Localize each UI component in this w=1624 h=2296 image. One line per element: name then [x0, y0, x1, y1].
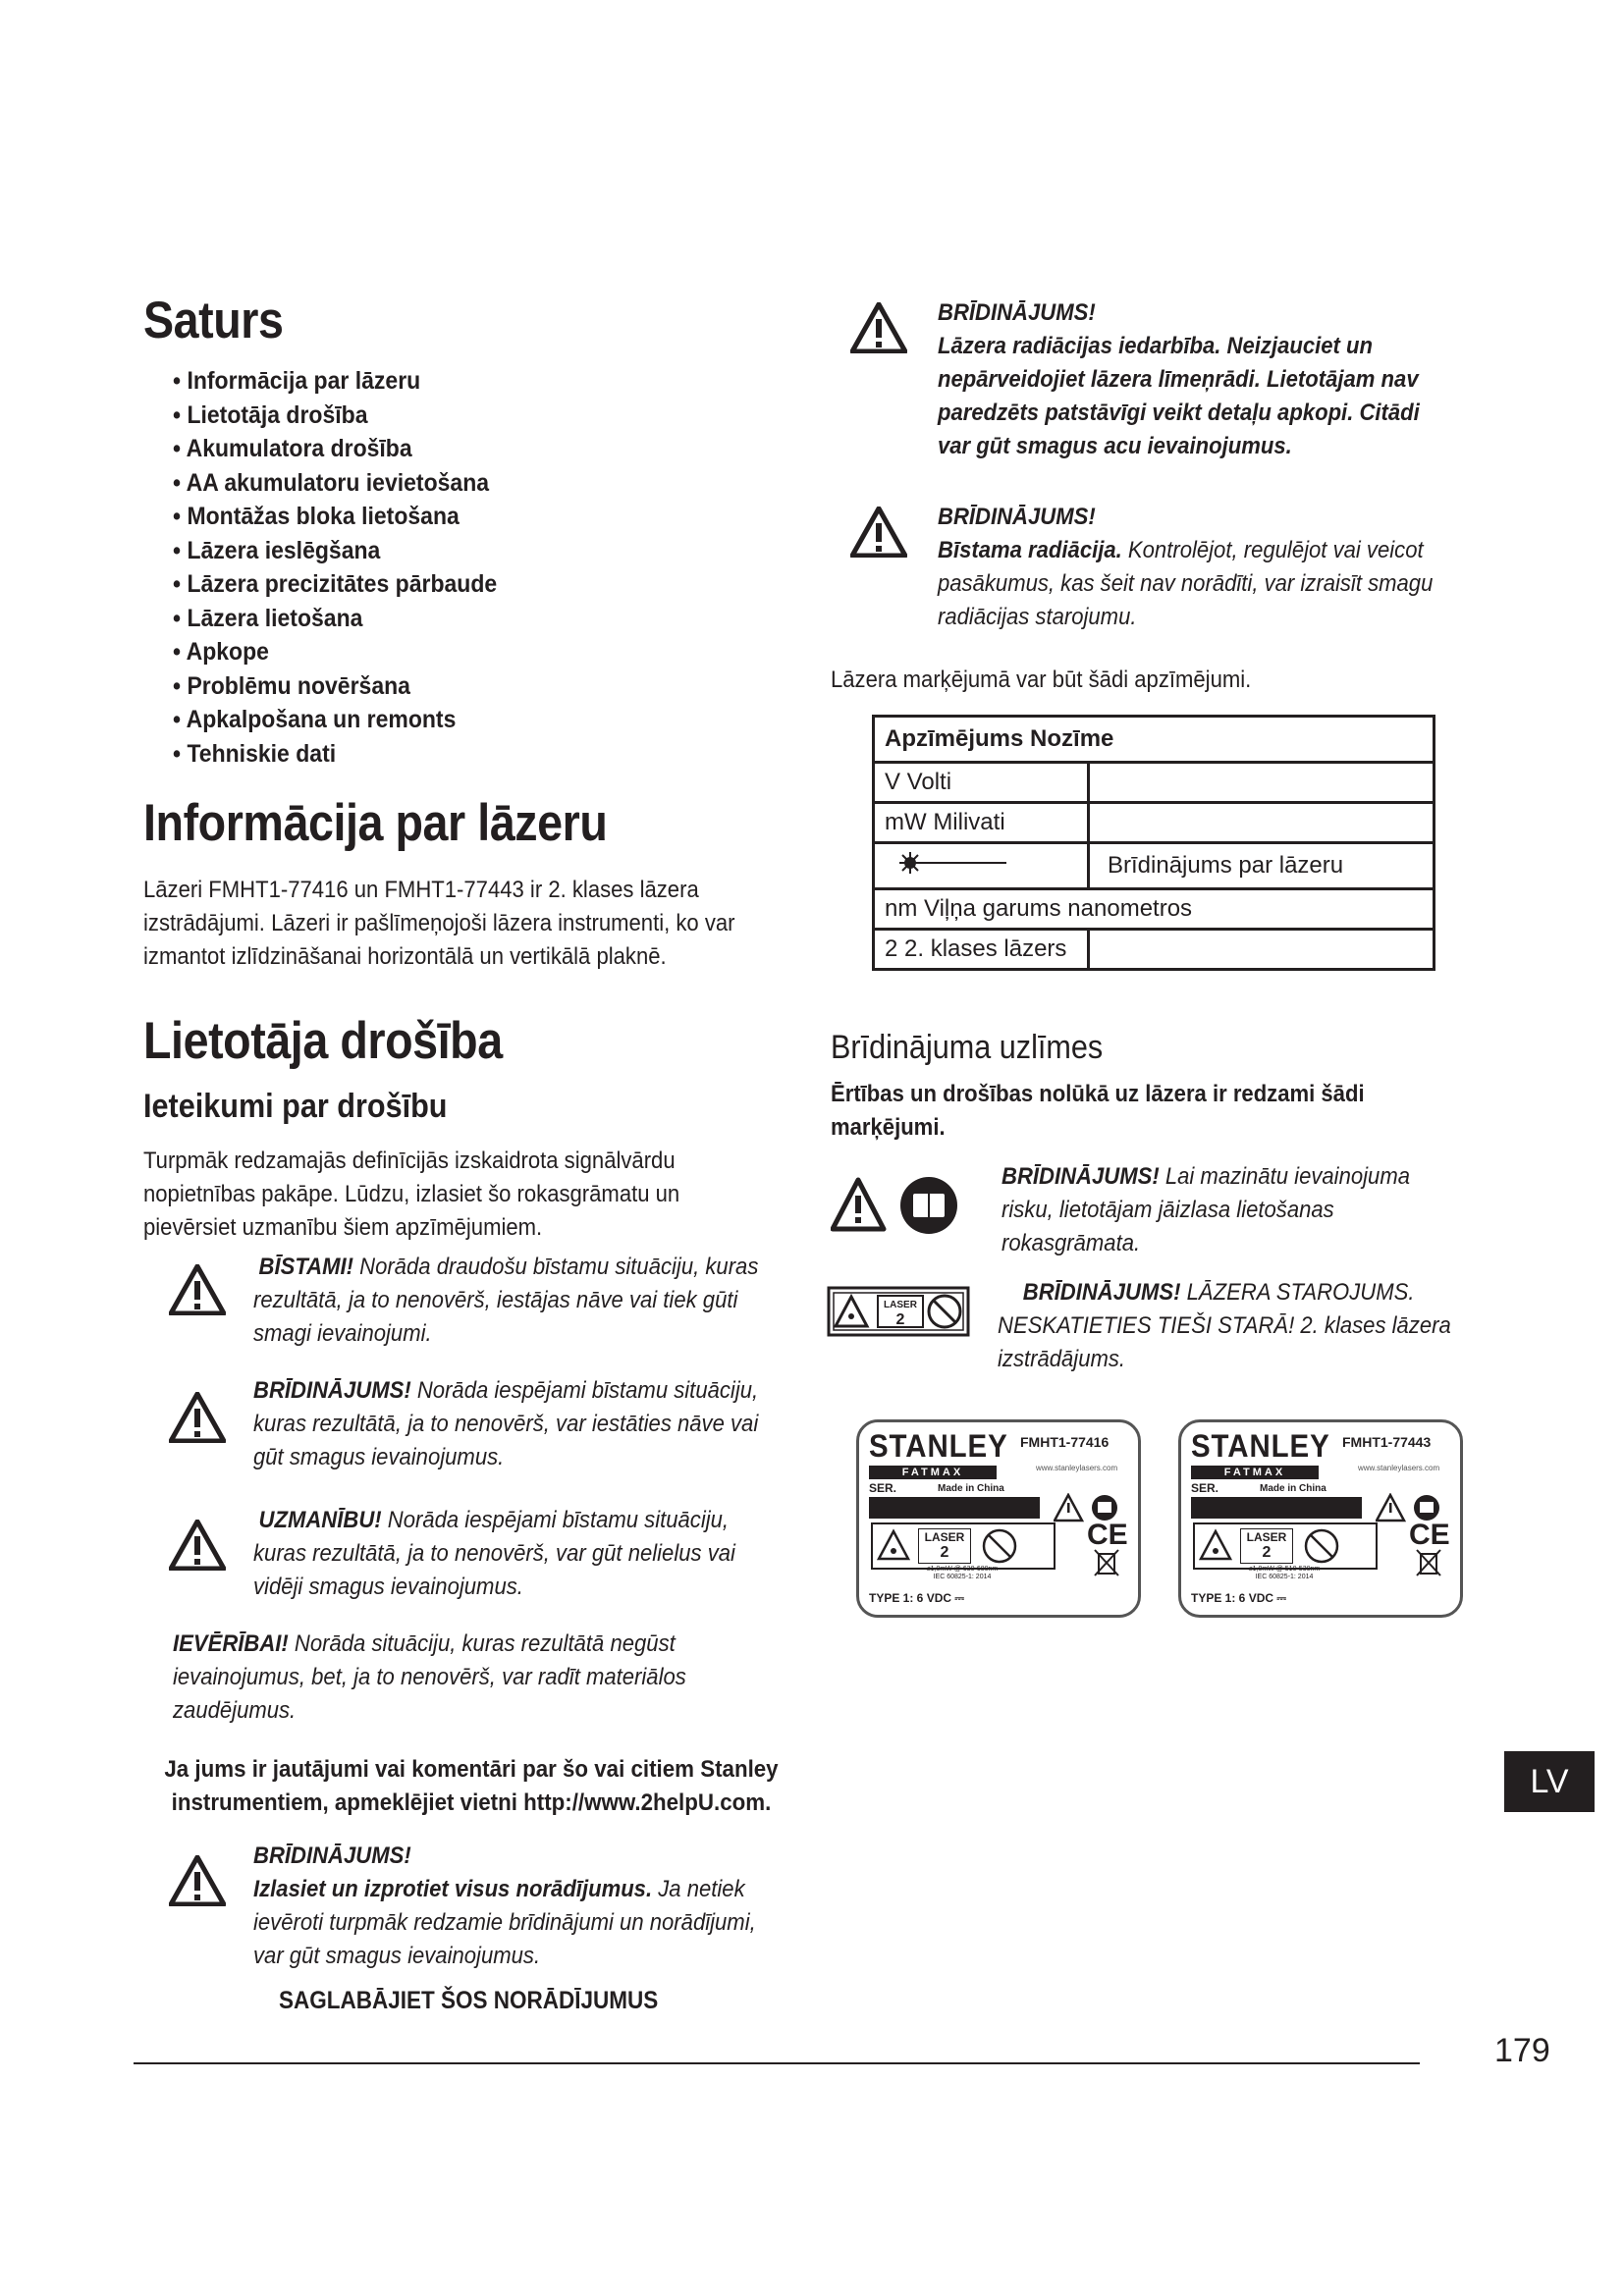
- weee-bin-icon: [1093, 1548, 1120, 1577]
- laser-exposure-warning: [938, 296, 1480, 463]
- laser-class-box: [1193, 1522, 1378, 1570]
- text-line: pievērsiet uzmanību šiem apzīmējumiem.: [143, 1214, 543, 1241]
- text-run: Norāda draudošu bīstamu situāciju, kuras: [353, 1254, 759, 1280]
- product-label: [856, 1419, 1141, 1618]
- toc-item[interactable]: • Problēmu novēršana: [173, 669, 570, 704]
- text-line: radiācijas starojumu.: [938, 604, 1137, 630]
- serial-label: SER.: [1191, 1481, 1219, 1495]
- website-text: www.stanleylasers.com: [1036, 1464, 1118, 1472]
- text-line: ievēroti turpmāk redzamie brīdinājumi un norādījumi,: [253, 1909, 756, 1936]
- table-row: [874, 803, 1435, 843]
- text-run: Bīstama radiācija.: [938, 537, 1122, 563]
- laser-class: 2: [1262, 1544, 1272, 1561]
- brand-logo: STANLEY: [1191, 1428, 1330, 1464]
- svg-text:2: 2: [895, 1311, 905, 1328]
- fatmax-bar: FATMAX: [1191, 1466, 1319, 1479]
- signal-word: BĪSTAMI!: [258, 1254, 354, 1280]
- text-line: risku, lietotājam jāizlasa lietošanas: [1001, 1197, 1334, 1223]
- signal-word: BRĪDINĀJUMS!: [938, 299, 1096, 326]
- text-line: izstrādājumi. Lāzeri ir pašlīmeņojoši lāzera instrumenti, ko var: [143, 910, 735, 936]
- table-header: Apzīmējums Nozīme: [874, 717, 1435, 763]
- toc-item[interactable]: • AA akumulatoru ievietošana: [173, 466, 570, 501]
- text-line: Lāzera radiācijas iedarbība. Neizjauciet un: [938, 333, 1374, 359]
- text-line: kuras rezultātā, ja to nenovērš, var gūt nelielus vai: [253, 1540, 735, 1567]
- signal-word: BRĪDINĀJUMS!: [1001, 1163, 1160, 1190]
- text-line: ievainojumus, bet, ja to nenovērš, var radīt materiālos: [173, 1664, 686, 1690]
- signal-word: BRĪDINĀJUMS!: [938, 504, 1096, 530]
- toc-item[interactable]: • Lāzera lietošana: [173, 602, 570, 636]
- toc-title: Saturs: [143, 292, 284, 349]
- save-instructions: SAGLABĀJIET ŠOS NORĀDĪJUMUS: [279, 1987, 659, 2014]
- serial-label: SER.: [869, 1481, 897, 1495]
- text-line: izstrādājums.: [998, 1346, 1126, 1372]
- laser-text: LASER: [924, 1530, 965, 1544]
- table-cell: [1089, 763, 1435, 803]
- table-cell: [1089, 930, 1435, 970]
- table-cell: mW Milivati: [874, 803, 1089, 843]
- read-manual-icon: [831, 1174, 962, 1235]
- text-line: Ja jums ir jautājumi vai komentāri par šo vai citiem Stanley: [164, 1756, 779, 1783]
- safety-subtitle: Ieteikumi par drošību: [143, 1088, 448, 1125]
- text-line: paredzēts patstāvīgi veikt detaļu apkopi. Citādi: [938, 400, 1420, 426]
- table-row: [874, 930, 1435, 970]
- spec-line: IEC 60825-1: 2014: [1255, 1574, 1314, 1580]
- contact-link[interactable]: instrumentiem, apmeklējiet vietni http://www.2helpU.com.: [171, 1789, 772, 1816]
- ce-mark: CE: [1087, 1519, 1128, 1551]
- text-run: Ja netiek: [652, 1876, 745, 1902]
- danger-definition: [253, 1251, 795, 1351]
- svg-text:LASER: LASER: [884, 1300, 917, 1310]
- table-cell: V Volti: [874, 763, 1089, 803]
- laser-class: 2: [940, 1544, 949, 1561]
- toc-item[interactable]: • Apkope: [173, 635, 570, 669]
- spec-line: ≤1,0mW @ 510-530nm: [1248, 1566, 1321, 1573]
- notice-definition: [173, 1628, 787, 1728]
- table-cell: [1089, 803, 1435, 843]
- laser-text: LASER: [1246, 1530, 1287, 1544]
- serial-box: [1191, 1497, 1362, 1519]
- signal-word: BRĪDINĀJUMS!: [253, 1842, 411, 1869]
- warning-triangle-icon: [169, 1264, 226, 1315]
- made-in: Made in China: [938, 1483, 1004, 1494]
- text-run: LĀZERA STAROJUMS.: [1180, 1279, 1415, 1306]
- text-line: nepārveidojiet lāzera līmeņrādi. Lietotājam nav: [938, 366, 1419, 393]
- warning-triangle-icon: [169, 1855, 226, 1906]
- symbol-legend-table: [872, 715, 1435, 971]
- footer-rule: [134, 2062, 1420, 2064]
- laser-class-badge: [1240, 1528, 1293, 1564]
- no-stare-icon: [1303, 1527, 1340, 1565]
- signal-word: UZMANĪBU!: [258, 1507, 382, 1533]
- toc-item[interactable]: • Apkalpošana un remonts: [173, 703, 570, 737]
- model-number: FMHT1-77416: [1020, 1434, 1110, 1450]
- text-line: Ērtības un drošības nolūkā uz lāzera ir redzami šādi: [831, 1081, 1365, 1107]
- text-line: rokasgrāmata.: [1001, 1230, 1141, 1256]
- text-line: smagi ievainojumi.: [253, 1320, 432, 1347]
- toc-item[interactable]: • Lietotāja drošība: [173, 399, 570, 433]
- table-cell: 2 2. klases lāzers: [874, 930, 1089, 970]
- model-number: FMHT1-77443: [1342, 1434, 1432, 1450]
- warning-triangle-icon: [850, 507, 907, 558]
- website-text: www.stanleylasers.com: [1358, 1464, 1440, 1472]
- warning-triangle-icon: [850, 302, 907, 353]
- laser-spec: [1211, 1566, 1358, 1573]
- signal-word: IEVĒRĪBAI!: [173, 1630, 289, 1657]
- info-title: Informācija par lāzeru: [143, 794, 608, 852]
- table-cell: [874, 843, 1089, 889]
- text-line: Turpmāk redzamajās definīcijās izskaidrota signālvārdu: [143, 1148, 676, 1174]
- made-in: Made in China: [1260, 1483, 1326, 1494]
- text-run: Izlasiet un izprotiet visus norādījumus.: [253, 1876, 653, 1902]
- text-line: NESKATIETIES TIEŠI STARĀ! 2. klases lāzera: [998, 1312, 1451, 1339]
- brand-logo: STANLEY: [869, 1428, 1008, 1464]
- spec-line: ≤1,0mW @ 630-680nm: [926, 1566, 999, 1573]
- hazardous-radiation-warning: [938, 501, 1480, 634]
- toc-item[interactable]: • Akumulatora drošība: [173, 432, 570, 466]
- weee-bin-icon: [1415, 1548, 1442, 1577]
- toc-item[interactable]: • Lāzera ieslēgšana: [173, 534, 570, 568]
- laser-beam-icon: [885, 851, 1032, 875]
- toc-item[interactable]: • Informācija par lāzeru: [173, 364, 570, 399]
- table-row: [874, 763, 1435, 803]
- type-rating: TYPE 1: 6 VDC ⎓: [1191, 1591, 1286, 1605]
- warning-triangle-icon: [169, 1392, 226, 1443]
- table-row: [874, 843, 1435, 889]
- ce-mark: CE: [1409, 1519, 1450, 1551]
- caution-definition: [253, 1504, 795, 1604]
- laser-warning-icon: [877, 1528, 910, 1562]
- labels-intro: [831, 1078, 1463, 1145]
- text-line: var gūt smagus acu ievainojumus.: [938, 433, 1292, 459]
- text-run: Norāda iespējami bīstamu situāciju,: [410, 1377, 759, 1404]
- text-line: izmantot izlīdzināšanai horizontālā un vertikālā plaknē.: [143, 943, 667, 970]
- table-row: [874, 717, 1435, 763]
- laser-class-box: [871, 1522, 1056, 1570]
- laser-class-label-icon: [827, 1286, 970, 1337]
- safety-title: Lietotāja drošība: [143, 1012, 503, 1070]
- toc-item[interactable]: • Tehniskie dati: [173, 737, 570, 772]
- table-row: [874, 889, 1435, 930]
- marking-intro: Lāzera marķējumā var būt šādi apzīmējumi.: [831, 667, 1252, 693]
- signal-word: BRĪDINĀJUMS!: [253, 1377, 411, 1404]
- text-line: Lāzeri FMHT1-77416 un FMHT1-77443 ir 2. klases lāzera: [143, 877, 699, 903]
- spec-line: IEC 60825-1: 2014: [933, 1574, 992, 1580]
- serial-box: [869, 1497, 1040, 1519]
- warning-definition: [253, 1374, 795, 1474]
- text-run: Kontrolējot, regulējot vai veicot: [1121, 537, 1424, 563]
- text-line: pasākumus, kas šeit nav norādīti, var izraisīt smagu: [938, 570, 1434, 597]
- read-instructions-warning: [253, 1840, 795, 1973]
- info-paragraph: [143, 874, 758, 974]
- text-run: Norāda situāciju, kuras rezultātā negūst: [288, 1630, 676, 1657]
- table-cell: nm Viļņa garums nanometros: [874, 889, 1435, 930]
- language-tab: LV: [1504, 1751, 1595, 1812]
- text-line: gūt smagus ievainojumus.: [253, 1444, 505, 1470]
- laser-spec: [889, 1566, 1036, 1573]
- warning-triangle-icon: [169, 1520, 226, 1571]
- laser-radiation-warning: [998, 1276, 1503, 1376]
- laser-warning-icon: [1199, 1528, 1232, 1562]
- laser-class-badge: [918, 1528, 971, 1564]
- toc-item[interactable]: • Montāžas bloka lietošana: [173, 500, 570, 534]
- type-rating: TYPE 1: 6 VDC ⎓: [869, 1591, 964, 1605]
- text-line: nopietnības pakāpe. Lūdzu, izlasiet šo rokasgrāmatu un: [143, 1181, 680, 1207]
- safety-intro: [143, 1145, 758, 1245]
- toc-item[interactable]: • Lāzera precizitātes pārbaude: [173, 567, 570, 602]
- text-run: Lai mazinātu ievainojuma: [1159, 1163, 1410, 1190]
- text-line: kuras rezultātā, ja to nenovērš, var iestāties nāve vai: [253, 1411, 759, 1437]
- product-label: [1178, 1419, 1463, 1618]
- text-line: rezultātā, ja to nenovērš, iestājas nāve vai tiek gūti: [253, 1287, 738, 1313]
- text-line: zaudējumus.: [173, 1697, 297, 1724]
- fatmax-bar: FATMAX: [869, 1466, 997, 1479]
- contact-info: [118, 1753, 825, 1820]
- text-line: marķējumi.: [831, 1114, 946, 1141]
- read-manual-warning: [1001, 1160, 1489, 1260]
- page-number: 179: [1494, 2032, 1550, 2069]
- labels-title: Brīdinājuma uzlīmes: [831, 1029, 1104, 1066]
- text-run: Norāda iespējami bīstamu situāciju,: [381, 1507, 730, 1533]
- table-cell: Brīdinājums par lāzeru: [1089, 843, 1435, 889]
- text-line: vidēji smagus ievainojumus.: [253, 1574, 523, 1600]
- signal-word: BRĪDINĀJUMS!: [1022, 1279, 1181, 1306]
- text-line: var gūt smagus ievainojumus.: [253, 1943, 541, 1969]
- no-stare-icon: [981, 1527, 1018, 1565]
- table-of-contents: [173, 364, 570, 771]
